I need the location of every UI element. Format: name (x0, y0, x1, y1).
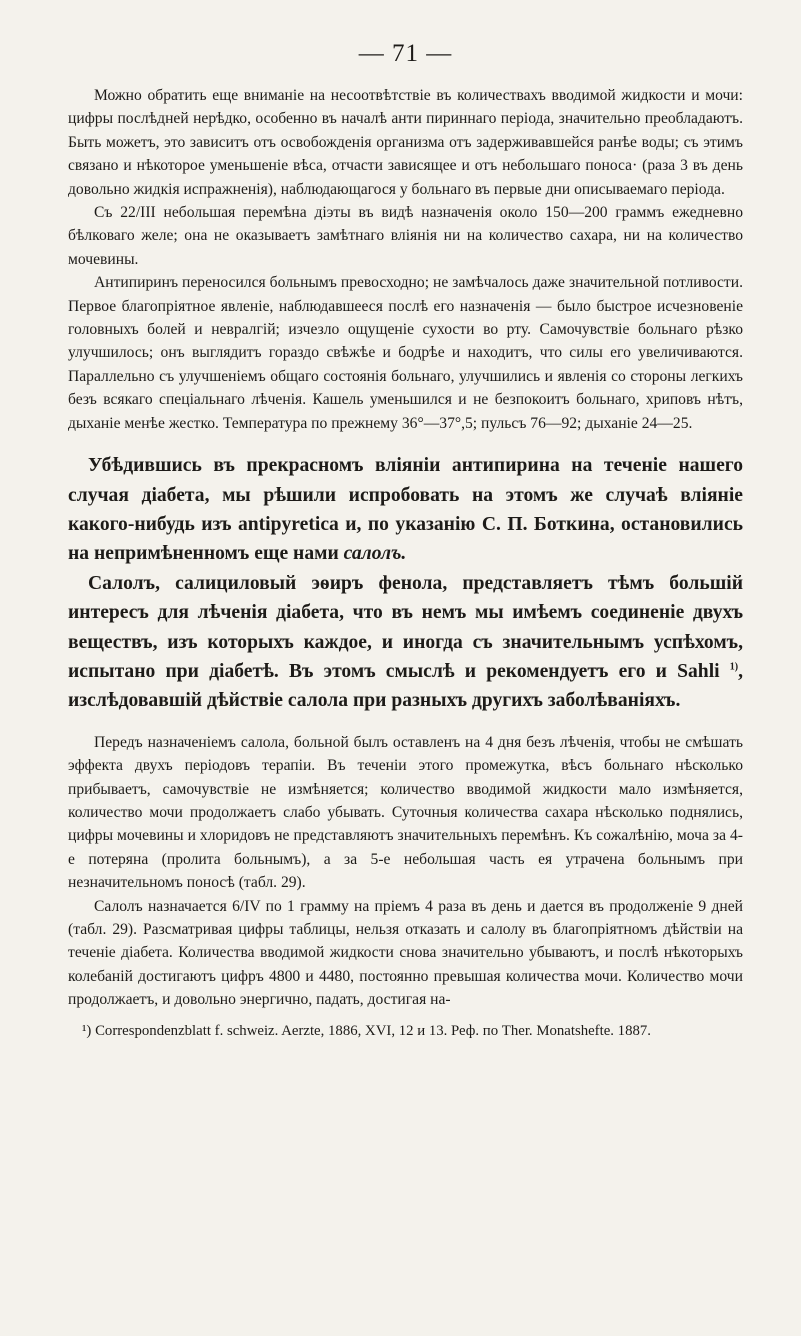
salol-description-text: Салолъ, салициловый эѳиръ фенола, представляетъ тѣмъ большій интересъ для лѣченія діабета, что въ немъ мы имѣемъ соединеніе двухъ веществъ, изъ которыхъ каждое, и иногда съ значительнымъ успѣхомъ, испытано при діабетѣ. Въ этомъ смыслѣ и рекомендуетъ его и Sahli (68, 572, 743, 682)
footnote: ¹) Correspondenzblatt f. schweiz. Aerzte, 1886, XVI, 12 и 13. Реф. по Ther. Monatshefte. 1887. (82, 1022, 651, 1039)
salol-decision-text: Убѣдившись въ прекрасномъ вліяніи антипирина на теченіе нашего случая діабета, мы рѣшили испробовать на этомъ же случаѣ вліяніе какого-нибудь изъ аntipyretica и, по указанію С. П. Боткина, остановились на непримѣненномъ еще нами (68, 455, 743, 565)
salol-description-tail: , изслѣдовавшій дѣйствіе салола при разныхъ другихъ заболѣваніяхъ. (68, 660, 743, 712)
footnote-marker: 1) (729, 661, 739, 673)
paragraph-salol-decision (68, 451, 743, 569)
paragraph-diet-change: Съ 22/III небольшая перемѣна діэты въ видѣ назначенія около 150—200 граммъ ежедневно бѣлковаго желе; она не оказываетъ замѣтнаго вліянія ни на количество сахара, ни на количество мочевины. (68, 204, 743, 268)
paragraph-salol-description (68, 569, 743, 716)
salol-emphasis: салолъ. (343, 543, 407, 565)
paragraph-antipyrine-tolerance: Антипиринъ переносился больнымъ превосходно; не замѣчалось даже значительной потливости. Первое благопріятное явленіе, наблюдавшееся послѣ его назначенія — было быстрое исчезновеніе головныхъ болей и невралгій; изчезло ощущеніе сухости во рту. Самочувствіе больнаго рѣзко улучшилось; онъ выглядитъ гораздо свѣжѣе и бодрѣе и находитъ, что силы его увеличиваются. Параллельно съ улучшеніемъ общаго состоянія больнаго, улучшились и явленія со стороны легкихъ безъ всякаго спеціальнаго лѣченія. Кашель уменьшился и не безпокоитъ больнаго, хриповъ нѣтъ, дыханіе менѣе жестко. Температура по прежнему 36°—37°,5; пульсъ 76—92; дыханіе 24—25. (68, 274, 743, 432)
page-number: — 71 — (358, 40, 453, 67)
paragraph-pre-salol-period: Передъ назначеніемъ салола, больной былъ оставленъ на 4 дня безъ лѣченія, чтобы не смѣшать эффекта двухъ періодовъ терапіи. Въ теченіи этого промежутка, вѣсъ больнаго нѣсколько прибываетъ, самочувствіе не измѣняется; количество вводимой жидкости мало измѣняется, количество мочи продолжаетъ слабо убывать. Суточныя количества сахара нѣсколько поднялись, цифры мочевины и хлоридовъ не представляютъ значительныхъ перемѣнъ. Къ сожалѣнію, моча за 4-е потеряна (пролита больнымъ), а за 5-е небольшая часть ея утрачена больнымъ при незначительномъ поносѣ (табл. 29). (68, 733, 743, 892)
paragraph-salol-dosing: Салолъ назначается 6/IV по 1 грамму на пріемъ 4 раза въ день и дается въ продолженіе 9 дней (табл. 29). Разсматривая цифры таблицы, нельзя отказать и салолу въ благопріятномъ дѣйствіи на теченіе діабета. Количества вводимой жидкости снова значительно убываютъ, и послѣ нѣкоторыхъ колебаній достигаютъ цифръ 4800 и 4480, постоянно превышая количества мочи. Количество мочи продолжаетъ, и довольно энергично, падать, достигая на- (68, 897, 743, 1009)
paragraph-fluid-balance: Можно обратить еще вниманіе на несоотвѣтствіе въ количествахъ вводимой жидкости и мочи: цифры послѣдней нерѣдко, особенно въ началѣ анти пириннаго періода, значительно преобладаютъ. Быть можетъ, это зависитъ отъ освобожденія организма отъ задерживавшейся ранѣе воды; съ этимъ связано и нѣкоторое уменьшеніе вѣса, отчасти зависящее и отъ небольшаго поноса· (раза 3 въ день довольно жидкія испражненія), наблюдающагося у больнаго въ первые дни описываемаго періода. (68, 87, 743, 198)
